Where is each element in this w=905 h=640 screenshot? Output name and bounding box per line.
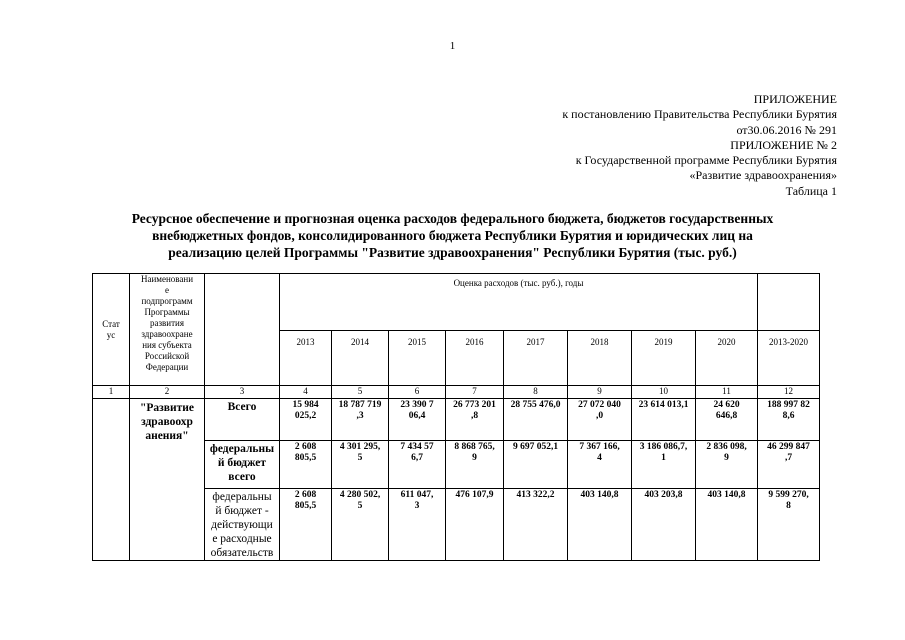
- table-cell: 7 367 166, 4: [568, 441, 632, 489]
- title-line: внебюджетных фондов, консолидированного бюджета Республики Бурятия и юридических лиц на: [152, 228, 753, 243]
- appendix-header: [562, 92, 837, 199]
- table-cell: 413 322,2: [504, 489, 568, 561]
- table-cell: 46 299 847 ,7: [758, 441, 820, 489]
- table-cell: 24 620 646,8: [696, 399, 758, 441]
- appendix-line: «Развитие здравоохранения»: [689, 168, 837, 183]
- column-number: 12: [758, 386, 820, 399]
- column-number: 11: [696, 386, 758, 399]
- table-cell: 23 390 7 06,4: [389, 399, 446, 441]
- appendix-line: от30.06.2016 № 291: [736, 122, 837, 137]
- column-number: 8: [504, 386, 568, 399]
- header-blank: [758, 274, 820, 331]
- appendix-line: Таблица 1: [785, 183, 837, 198]
- table-cell: 18 787 719 ,3: [332, 399, 389, 441]
- column-number: 4: [280, 386, 332, 399]
- appendix-line: к постановлению Правительства Республики Бурятия: [562, 107, 837, 122]
- column-number: 1: [93, 386, 130, 399]
- status-cell: [93, 399, 130, 561]
- table-cell: 4 280 502, 5: [332, 489, 389, 561]
- table-cell: 2 608 805,5: [280, 489, 332, 561]
- row-label: федеральны й бюджет всего: [205, 441, 280, 489]
- row-label: федеральны й бюджет - действующи е расходные обязательств: [205, 489, 280, 561]
- header-year: 2014: [332, 331, 389, 386]
- table-cell: 28 755 476,0: [504, 399, 568, 441]
- table-body: [93, 399, 820, 561]
- table-cell: 26 773 201 ,8: [446, 399, 504, 441]
- column-numbers-row: [93, 386, 820, 399]
- table-cell: 7 434 57 6,7: [389, 441, 446, 489]
- header-year: 2019: [632, 331, 696, 386]
- header-year: 2017: [504, 331, 568, 386]
- table-cell: 9 697 052,1: [504, 441, 568, 489]
- table-cell: 3 186 086,7, 1: [632, 441, 696, 489]
- header-year: 2020: [696, 331, 758, 386]
- appendix-line: ПРИЛОЖЕНИЕ: [753, 92, 837, 106]
- header-estimate: Оценка расходов (тыс. руб.), годы: [280, 274, 758, 331]
- header-year: 2016: [446, 331, 504, 386]
- column-number: 7: [446, 386, 504, 399]
- column-number: 3: [205, 386, 280, 399]
- header-source: [205, 274, 280, 386]
- table-cell: 2 836 098, 9: [696, 441, 758, 489]
- page-number: 1: [449, 40, 456, 52]
- table-cell: 476 107,9: [446, 489, 504, 561]
- table-cell: 23 614 013,1: [632, 399, 696, 441]
- header-year: 2013: [280, 331, 332, 386]
- header-year: 2015: [389, 331, 446, 386]
- column-number: 9: [568, 386, 632, 399]
- table-cell: 403 140,8: [568, 489, 632, 561]
- header-year: 2018: [568, 331, 632, 386]
- appendix-line: к Государственной программе Республики Бурятия: [575, 153, 837, 168]
- header-subprogram: [130, 274, 205, 386]
- table-cell: 403 203,8: [632, 489, 696, 561]
- header-status: [93, 274, 130, 386]
- column-number: 2: [130, 386, 205, 399]
- table-cell: 9 599 270, 8: [758, 489, 820, 561]
- title-line: реализацию целей Программы "Развитие здравоохранения" Республики Бурятия (тыс. руб.): [168, 245, 737, 260]
- table-row: [93, 399, 820, 441]
- header-status-text: Стат ус: [102, 318, 120, 340]
- row-label: Всего: [205, 399, 280, 441]
- table-cell: 4 301 295, 5: [332, 441, 389, 489]
- table-cell: 611 047, 3: [389, 489, 446, 561]
- table-cell: 15 984 025,2: [280, 399, 332, 441]
- program-name-cell: "Развитие здравоохр анения": [130, 399, 205, 561]
- column-number: 6: [389, 386, 446, 399]
- header-year: 2013-2020: [758, 331, 820, 386]
- table-cell: 2 608 805,5: [280, 441, 332, 489]
- resource-table: [92, 273, 820, 561]
- table-cell: 27 072 040 ,0: [568, 399, 632, 441]
- appendix-line: ПРИЛОЖЕНИЕ № 2: [730, 137, 837, 152]
- table-cell: 188 997 82 8,6: [758, 399, 820, 441]
- title-line: Ресурсное обеспечение и прогнозная оценка расходов федерального бюджета, бюджетов государственных: [131, 211, 774, 226]
- column-number: 10: [632, 386, 696, 399]
- table-cell: 403 140,8: [696, 489, 758, 561]
- document-title: [60, 210, 845, 261]
- table-cell: 8 868 765, 9: [446, 441, 504, 489]
- header-subprogram-text: Наименовани е подпрограмм Программы развития здравоохране ния субъекта Российской Федерации: [140, 274, 194, 372]
- column-number: 5: [332, 386, 389, 399]
